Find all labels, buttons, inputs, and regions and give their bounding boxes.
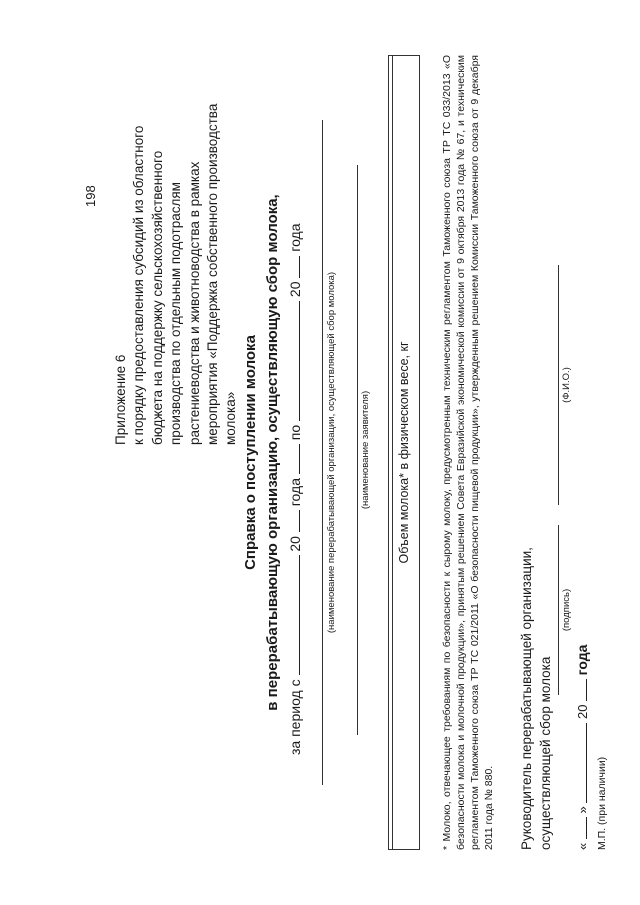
period-end-date-field[interactable] [287, 301, 300, 421]
full-name-field[interactable] [558, 265, 559, 505]
date-year-prefix: 20 [575, 704, 590, 720]
period-end-year-field[interactable] [287, 256, 300, 278]
period-row [287, 223, 303, 755]
annex-line: молока» [223, 391, 239, 445]
date-open-quote: « [575, 842, 590, 850]
footnote: * Молоко, отвечающее требованиям по безопасности к сырому молоку, предусмотренным техническим регламентом Таможенного союза ТР ТС 033/2013 «О безопасности молока и молочной продукции», принятым решением Совета Евразийской экономической комиссии от 9 октября 2013 года № 67, и техническим регламентом Таможенного союза ТР ТС 021/2011 «О безопасности пищевой продукции», утвержденным решением Комиссии Таможенного союза от 9 декабря 2011 года № 880. [441, 55, 495, 850]
stamp-note: М.П. (при наличии) [596, 756, 608, 850]
signatory-title [518, 547, 555, 850]
date-month-field[interactable] [575, 723, 587, 803]
title-line-2: в перерабатывающую организацию, осуществляющую сбор молока, [264, 194, 281, 711]
signature-caption: (подпись) [561, 588, 572, 632]
annex-line: производства по отдельным подотраслям [168, 182, 184, 445]
period-start-date-field[interactable] [287, 556, 300, 676]
signature-field[interactable] [558, 525, 559, 695]
date-row [574, 645, 590, 850]
date-goda: года [574, 644, 590, 676]
annex-line: растениеводства и животноводства в рамках [186, 161, 202, 445]
table-header-cell: Объем молока* в физическом весе, кг [397, 341, 411, 564]
annex-line: бюджета на поддержку сельскохозяйственного [149, 150, 165, 445]
signatory-line-1: Руководитель перерабатывающей организации, [519, 547, 534, 850]
signatory-line-2: осуществляющей сбор молока [537, 656, 553, 850]
milk-volume-table [388, 55, 420, 850]
date-close-quote: » [575, 806, 590, 814]
applicant-caption: (наименование заявителя) [360, 390, 371, 510]
annex-line: мероприятия «Поддержка собственного производства [205, 103, 221, 445]
annex-line: Приложение 6 [113, 354, 128, 445]
date-year-field[interactable] [575, 679, 587, 701]
period-goda: года [287, 478, 303, 507]
page-number: 198 [83, 185, 98, 207]
annex-line: к порядку предоставления субсидий из областного [131, 125, 147, 445]
processing-org-caption: (наименование перерабатывающей организации, осуществляющей сбор молока) [326, 271, 337, 634]
applicant-field[interactable] [357, 165, 358, 735]
period-start-year-field[interactable] [287, 510, 300, 532]
title-line-1: Справка о поступлении молока [242, 335, 259, 570]
period-goda-2: года [287, 223, 303, 252]
period-gap [287, 444, 300, 474]
period-prefix: за период с [287, 679, 303, 755]
full-name-caption: (Ф.И.О.) [561, 367, 572, 403]
document-title [240, 0, 284, 905]
period-year-prefix: 20 [287, 536, 303, 552]
processing-org-field[interactable] [322, 120, 323, 785]
date-day-field[interactable] [575, 817, 587, 839]
period-year-prefix-2: 20 [287, 281, 303, 298]
annex-header [112, 25, 241, 445]
period-po: по [287, 424, 303, 441]
